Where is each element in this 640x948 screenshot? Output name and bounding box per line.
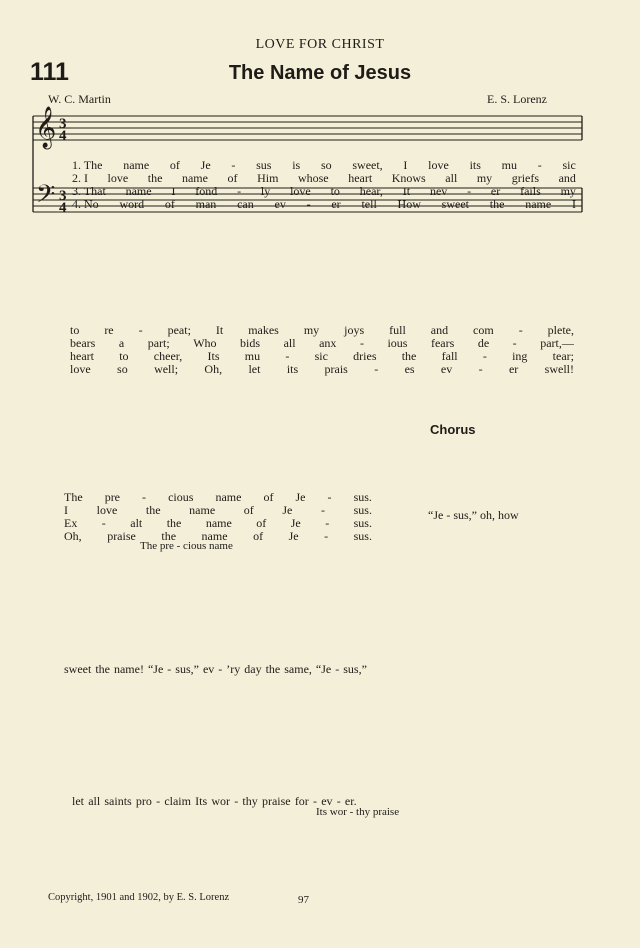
- lyric-syllable: anx: [319, 336, 337, 350]
- lyric-syllable: 2. I: [72, 171, 88, 185]
- lyric-syllable: bids: [240, 336, 261, 350]
- lyric-syllable: man: [195, 197, 217, 211]
- lyric-syllable: ly: [260, 184, 271, 198]
- lyric-syllable: -: [101, 516, 106, 530]
- lyric-syllable: my: [303, 323, 320, 337]
- lyric-syllable: sic: [314, 349, 328, 363]
- lyric-syllable: de: [477, 336, 490, 350]
- lyric-syllable: Oh,: [64, 529, 82, 543]
- lyric-syllable: sus.: [353, 529, 372, 543]
- lyric-syllable: ing: [512, 349, 528, 363]
- lyric-syllable: sus.: [353, 490, 372, 504]
- lyric-syllable: to: [70, 323, 80, 337]
- lyric-syllable: It: [402, 184, 411, 198]
- lyric-syllable: mu: [501, 158, 517, 172]
- lyric-syllable: name: [189, 503, 216, 517]
- lyric-syllable: sweet,: [352, 158, 383, 172]
- lyric-syllable: Its: [207, 349, 220, 363]
- lyric-syllable: plete,: [547, 323, 574, 337]
- lyric-syllable: and: [430, 323, 449, 337]
- chorus-lyric-3: let all saints pro - claim Its wor - thy praise for - ev - er.: [72, 794, 357, 808]
- treble-clef-icon: 𝄞: [35, 107, 57, 148]
- lyric-syllable: my: [560, 184, 576, 198]
- lyric-syllable: sweet: [441, 197, 469, 211]
- lyric-syllable: full: [389, 323, 406, 337]
- lyric-syllable: sus.: [353, 503, 372, 517]
- lyric-syllable: of: [263, 490, 274, 504]
- lyric-syllable: I: [64, 503, 68, 517]
- hymn-number: 111: [30, 58, 69, 86]
- lyric-syllable: fails: [520, 184, 541, 198]
- lyric-syllable: -: [374, 362, 379, 376]
- lyric-syllable: so: [117, 362, 128, 376]
- lyric-syllable: sic: [562, 158, 576, 172]
- lyric-syllable: name: [125, 184, 152, 198]
- lyric-syllable: -: [325, 516, 330, 530]
- lyric-syllable: -: [359, 336, 364, 350]
- lyric-syllable: of: [164, 197, 175, 211]
- lyric-syllable: name: [201, 529, 228, 543]
- lyric-syllable: Oh,: [204, 362, 223, 376]
- lyric-syllable: Who: [193, 336, 217, 350]
- lyric-syllable: makes: [248, 323, 279, 337]
- lyric-syllable: griefs: [511, 171, 540, 185]
- lyric-syllable: -: [237, 184, 242, 198]
- bass-echo-lyric-1: The pre - cious name: [140, 540, 233, 552]
- author-credit: W. C. Martin: [48, 92, 111, 106]
- lyric-syllable: love: [428, 158, 449, 172]
- lyric-syllable: tear;: [552, 349, 574, 363]
- lyric-syllable: -: [537, 158, 542, 172]
- lyric-syllable: of: [243, 503, 254, 517]
- lyric-syllable: the: [161, 529, 177, 543]
- lyric-syllable: Je: [200, 158, 211, 172]
- time-signature-bottom: 4: [59, 200, 67, 216]
- lyric-syllable: joys: [344, 323, 365, 337]
- composer-credit: E. S. Lorenz: [487, 92, 547, 106]
- verse-4-line: [72, 197, 576, 212]
- lyric-syllable: 1. The: [72, 158, 103, 172]
- chorus-lyric-1: “Je - sus,” oh, how: [428, 508, 519, 522]
- lyric-syllable: sus: [256, 158, 272, 172]
- lyric-syllable: es: [404, 362, 415, 376]
- lyric-syllable: Knows: [391, 171, 426, 185]
- lyric-syllable: 3. That: [72, 184, 106, 198]
- lyric-syllable: to: [119, 349, 129, 363]
- lyric-syllable: praise: [107, 529, 136, 543]
- lyric-syllable: It: [215, 323, 224, 337]
- lyric-syllable: part;: [147, 336, 170, 350]
- lyric-syllable: mu: [244, 349, 261, 363]
- lyric-syllable: Him: [257, 171, 279, 185]
- lyric-syllable: love: [290, 184, 311, 198]
- lyric-syllable: the: [401, 349, 417, 363]
- lyric-syllable: name: [215, 490, 242, 504]
- lyric-syllable: the: [166, 516, 182, 530]
- lyric-syllable: -: [482, 349, 487, 363]
- lyric-syllable: the: [145, 503, 161, 517]
- lyric-syllable: of: [256, 516, 267, 530]
- lyric-syllable: fond: [195, 184, 218, 198]
- section-header: LOVE FOR CHRIST: [255, 37, 385, 52]
- lyric-syllable: er: [508, 362, 519, 376]
- lyric-syllable: whose: [297, 171, 329, 185]
- lyric-syllable: er: [490, 184, 501, 198]
- lyric-syllable: -: [285, 349, 290, 363]
- lyric-syllable: Je: [282, 503, 293, 517]
- lyric-syllable: all: [283, 336, 296, 350]
- lyric-syllable: part,—: [540, 336, 574, 350]
- lyric-syllable: so: [320, 158, 332, 172]
- lyric-syllable: all: [445, 171, 458, 185]
- lyric-syllable: ev: [440, 362, 453, 376]
- lyric-syllable: I: [403, 158, 408, 172]
- lyric-syllable: tell: [361, 197, 377, 211]
- lyric-syllable: -: [306, 197, 311, 211]
- lyric-syllable: 4. No: [72, 197, 99, 211]
- lyric-syllable: -: [142, 490, 147, 504]
- lyric-syllable: well;: [154, 362, 179, 376]
- lyric-syllable: and: [558, 171, 576, 185]
- lyric-syllable: cious: [168, 490, 194, 504]
- lyric-syllable: is: [292, 158, 301, 172]
- lyric-syllable: -: [324, 529, 329, 543]
- lyric-syllable: fall: [441, 349, 458, 363]
- lyric-syllable: -: [138, 323, 143, 337]
- lyric-syllable: its: [469, 158, 481, 172]
- time-signature-bottom: 4: [59, 128, 67, 144]
- lyric-syllable: -: [478, 362, 483, 376]
- lyric-syllable: love: [96, 503, 118, 517]
- lyric-syllable: -: [467, 184, 472, 198]
- lyric-syllable: my: [476, 171, 493, 185]
- lyric-syllable: ev: [274, 197, 286, 211]
- lyric-syllable: re: [104, 323, 114, 337]
- lyric-syllable: name: [525, 197, 552, 211]
- lyric-syllable: swell!: [544, 362, 574, 376]
- lyric-syllable: nev: [429, 184, 448, 198]
- hymn-title: The Name of Jesus: [228, 62, 412, 84]
- copyright-notice: Copyright, 1901 and 1902, by E. S. Lorenz: [48, 892, 230, 903]
- lyric-syllable: cheer,: [153, 349, 183, 363]
- lyric-syllable: its: [286, 362, 299, 376]
- lyric-syllable: -: [512, 336, 517, 350]
- lyric-syllable: the: [489, 197, 505, 211]
- lyric-syllable: -: [327, 490, 332, 504]
- page-number: 97: [298, 894, 309, 906]
- lyric-syllable: let: [248, 362, 261, 376]
- lyric-syllable: name: [123, 158, 150, 172]
- lyric-syllable: -: [231, 158, 236, 172]
- lyric-syllable: to: [330, 184, 340, 198]
- bass-echo-lyric-2: Its wor - thy praise: [316, 806, 400, 818]
- lyric-syllable: prais: [324, 362, 348, 376]
- lyric-syllable: How: [397, 197, 421, 211]
- lyric-syllable: -: [321, 503, 325, 517]
- lyric-syllable: Ex: [64, 516, 78, 530]
- lyric-syllable: pre: [104, 490, 121, 504]
- lyric-syllable: bears: [70, 336, 96, 350]
- lyric-syllable: the: [147, 171, 163, 185]
- bass-clef-icon: 𝄢: [36, 180, 56, 215]
- lyric-syllable: The: [64, 490, 83, 504]
- lyric-syllable: er: [331, 197, 341, 211]
- lyric-syllable: Je: [290, 516, 301, 530]
- lyric-syllable: peat;: [167, 323, 191, 337]
- lyric-syllable: of: [227, 171, 238, 185]
- time-signature-top: 3: [59, 188, 67, 204]
- lyric-syllable: name: [181, 171, 208, 185]
- verse-4-line: [70, 362, 574, 377]
- lyric-syllable: Je: [295, 490, 306, 504]
- lyric-syllable: com: [473, 323, 494, 337]
- lyric-syllable: a: [118, 336, 125, 350]
- lyric-syllable: name: [205, 516, 232, 530]
- chorus-label: Chorus: [430, 422, 476, 437]
- lyric-syllable: love: [107, 171, 129, 185]
- chorus-lyric-2: sweet the name! “Je - sus,” ev - ’ry day the same, “Je - sus,”: [64, 662, 367, 676]
- lyric-syllable: I: [171, 184, 176, 198]
- lyric-syllable: heart: [70, 349, 94, 363]
- lyric-syllable: hear,: [359, 184, 383, 198]
- lyric-syllable: ious: [387, 336, 408, 350]
- lyric-syllable: of: [253, 529, 264, 543]
- lyric-syllable: sus.: [353, 516, 372, 530]
- lyric-syllable: love: [70, 362, 91, 376]
- lyric-syllable: I: [571, 197, 576, 211]
- lyric-syllable: dries: [353, 349, 377, 363]
- lyric-syllable: alt: [130, 516, 143, 530]
- lyric-syllable: can: [237, 197, 254, 211]
- lyric-syllable: word: [119, 197, 145, 211]
- lyric-syllable: fears: [430, 336, 455, 350]
- lyric-syllable: heart: [348, 171, 373, 185]
- lyric-syllable: Je: [288, 529, 299, 543]
- time-signature-top: 3: [59, 116, 67, 132]
- lyric-syllable: -: [518, 323, 523, 337]
- lyric-syllable: of: [169, 158, 180, 172]
